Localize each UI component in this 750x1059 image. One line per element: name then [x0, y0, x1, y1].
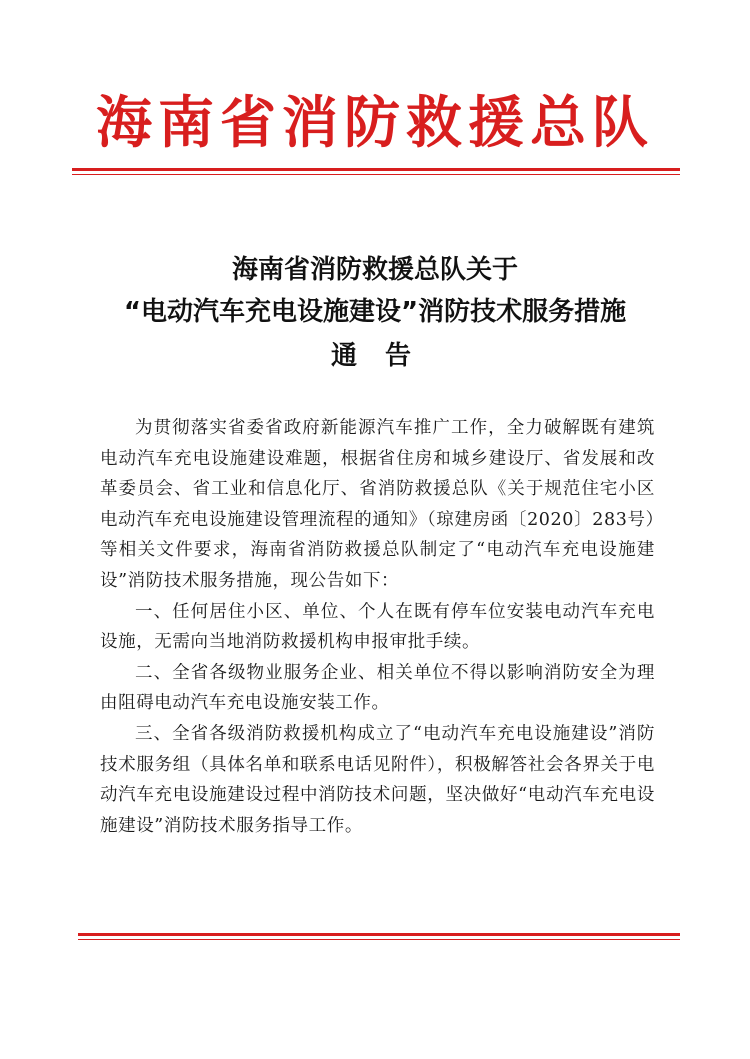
organization-header: 海南省消防救援总队 [96, 90, 654, 156]
footer-divider [78, 933, 680, 940]
clause-paragraph: 三、全省各级消防救援机构成立了“电动汽车充电设施建设”消防技术服务组（具体名单和联系电话见附件），积极解答社会各界关于电动汽车充电设施建设过程中消防技术问题，坚决做好“电动汽车充电设施建设”消防技术服务指导工作。 [100, 723, 655, 836]
clause-paragraph: 二、全省各级物业服务企业、相关单位不得以影响消防安全为理由阻碍电动汽车充电设施安装工作。 [100, 662, 655, 714]
clause-paragraph: 一、任何居住小区、单位、个人在既有停车位安装电动汽车充电设施，无需向当地消防救援机构申报审批手续。 [100, 601, 655, 653]
header-divider [72, 168, 680, 175]
title-line-3: 通告 [330, 341, 439, 371]
document-body [100, 413, 655, 841]
title-line-1: 海南省消防救援总队关于 [231, 255, 518, 285]
title-line-2: “电动汽车充电设施建设”消防技术服务措施 [123, 297, 627, 327]
intro-paragraph: 为贯彻落实省委省政府新能源汽车推广工作，全力破解既有建筑电动汽车充电设施建设难题，根据省住房和城乡建设厅、省发展和改革委员会、省工业和信息化厅、省消防救援总队《关于规范住宅小区电动汽车充电设施建设管理流程的通知》（琼建房函〔2020〕283号）等相关文件要求，海南省消防救援总队制定了“电动汽车充电设施建设”消防技术服务措施，现公告如下： [100, 418, 655, 591]
